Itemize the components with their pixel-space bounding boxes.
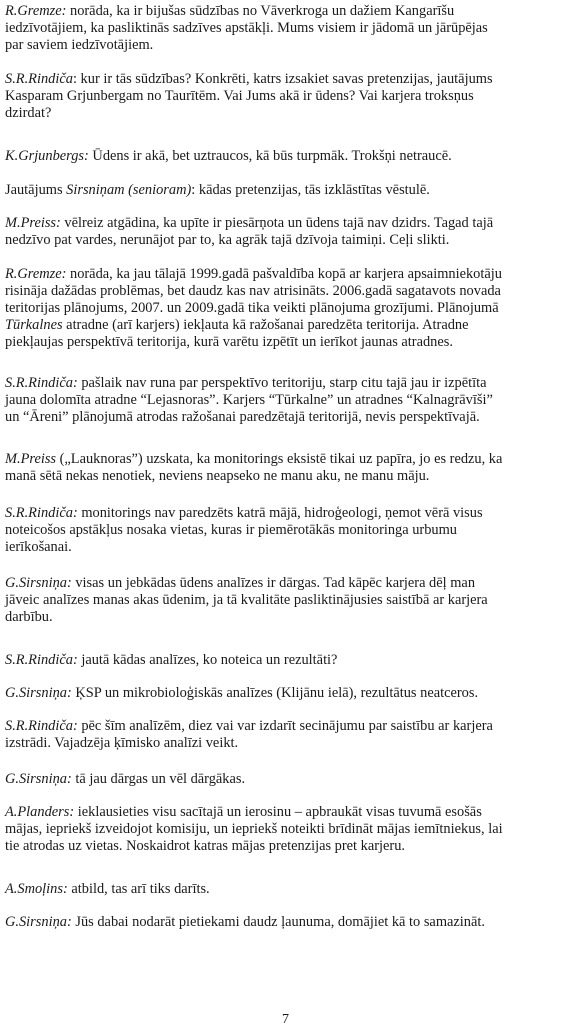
paragraph [5, 266, 574, 351]
paragraph [5, 451, 574, 485]
speaker-name: S.R.Rindiča [5, 71, 73, 87]
text-line [5, 522, 574, 539]
line-text: par saviem iedzīvotājiem. [5, 37, 154, 53]
text-line [5, 652, 574, 669]
text-line [5, 334, 574, 351]
page-number: 7 [282, 1012, 289, 1027]
speaker-name: M.Preiss: [5, 215, 61, 231]
text-line [5, 317, 574, 334]
paragraph [5, 652, 574, 669]
text-line [5, 468, 574, 485]
text-line [5, 838, 574, 855]
text-line [5, 20, 574, 37]
line-text: Jautājums Sirsniņam (senioram): kādas pretenzijas, tās izklāstītas vēstulē. [5, 182, 430, 198]
text-line [5, 881, 574, 898]
text-line [5, 409, 574, 426]
text-line [5, 375, 574, 392]
text-line [5, 71, 574, 88]
paragraph [5, 3, 574, 54]
line-text: dzirdat? [5, 105, 52, 121]
line-text: izstrādi. Vajadzēja ķīmisko analīzi veikt. [5, 735, 239, 751]
line-text: darbību. [5, 609, 53, 625]
line-text: ierīkošanai. [5, 539, 72, 555]
paragraph [5, 575, 574, 626]
paragraph [5, 71, 574, 122]
line-text: mājas, iepriekš izveidojot komisiju, un iepriekš noteikti brīdināt mājas iemītniekus, lai [5, 821, 503, 837]
speaker-name: R.Gremze: [5, 3, 67, 19]
speaker-name: G.Sirsniņa: [5, 771, 72, 787]
line-text: noteicošos apstākļus nosaka vietas, kuras ir piemērotākās monitoringa urbumu [5, 522, 458, 538]
line-text: vēlreiz atgādina, ka upīte ir piesārņota un ūdens tajā nav dzidrs. Tagad tajā [60, 215, 494, 231]
line-text: atbild, tas arī tiks darīts. [67, 881, 210, 897]
text-line [5, 718, 574, 735]
text-line [5, 804, 574, 821]
text-line [5, 3, 574, 20]
text-line [5, 505, 574, 522]
text-line [5, 771, 574, 788]
line-text: Tūrkalnes atradne (arī karjers) iekļauta kā ražošanai paredzēta teritorija. Atradne [5, 317, 469, 333]
text-line [5, 609, 574, 626]
text-line [5, 266, 574, 283]
paragraph [5, 718, 574, 752]
paragraph [5, 375, 574, 426]
line-text: monitorings nav paredzēts katrā mājā, hidroģeologi, ņemot vērā visus [77, 505, 483, 521]
text-line [5, 914, 574, 931]
line-text: pēc šīm analīzēm, diez vai var izdarīt secinājumu par saistību ar karjera [77, 718, 493, 734]
speaker-name: S.R.Rindiča: [5, 505, 78, 521]
line-text: nedzīvo pat vardes, nerunājot par to, ka agrāk tajā dzīvoja taimiņi. Ceļi slikti. [5, 232, 450, 248]
speaker-name: S.R.Rindiča: [5, 652, 78, 668]
paragraph [5, 148, 574, 165]
text-line [5, 37, 574, 54]
speaker-name: M.Preiss [5, 451, 57, 467]
text-line [5, 685, 574, 702]
speaker-name: R.Gremze: [5, 266, 67, 282]
line-text: piekļaujas perspektīvā teritorija, kurā varētu izpētīt un ierīkot jaunas atradnes. [5, 334, 453, 350]
line-text: Kasparam Grjunbergam no Taurītēm. Vai Jums akā ir ūdens? Vai karjera troksņus [5, 88, 474, 104]
paragraph [5, 685, 574, 702]
text-line [5, 735, 574, 752]
text-line [5, 451, 574, 468]
line-text: teritorijas plānojums, 2007. un 2009.gadā tika veikti plānojuma grozījumi. Plānojumā [5, 300, 499, 316]
line-text: tā jau dārgas un vēl dārgākas. [71, 771, 246, 787]
speaker-name: S.R.Rindiča: [5, 718, 78, 734]
text-line [5, 539, 574, 556]
text-line [5, 105, 574, 122]
text-line [5, 88, 574, 105]
line-text: („Lauknoras”) uzskata, ka monitorings eksistē tikai uz papīra, jo es redzu, ka [56, 451, 503, 467]
speaker-name: K.Grjunbergs: [5, 148, 89, 164]
line-text: iedzīvotājiem, ka pasliktinās sadzīves apstākļi. Mums visiem ir jādomā un jārūpējas [5, 20, 488, 36]
line-text: jauna dolomīta atradne “Lejasnoras”. Karjers “Tūrkalne” un atradnes “Kalnagrāvīši” [5, 392, 493, 408]
speaker-name: A.Planders: [5, 804, 75, 820]
line-text: visas un jebkādas ūdens analīzes ir dārgas. Tad kāpēc karjera dēļ man [71, 575, 476, 591]
line-text: : kur ir tās sūdzības? Konkrēti, katrs izsakiet savas pretenzijas, jautājums [72, 71, 493, 87]
speaker-name: A.Smoļins: [5, 881, 68, 897]
paragraph [5, 914, 574, 931]
text-line [5, 283, 574, 300]
paragraph [5, 804, 574, 855]
paragraph [5, 881, 574, 898]
speaker-name: G.Sirsniņa: [5, 685, 72, 701]
text-line [5, 592, 574, 609]
text-line [5, 182, 574, 199]
text-line [5, 821, 574, 838]
line-text: tie atrodas uz vietas. Noskaidrot katras mājas pretenzijas pret karjeru. [5, 838, 405, 854]
text-line [5, 300, 574, 317]
line-text: jautā kādas analīzes, ko noteica un rezultāti? [77, 652, 338, 668]
line-text: Jūs dabai nodarāt pietiekami daudz ļaunuma, domājiet kā to samazināt. [71, 914, 485, 930]
text-line [5, 392, 574, 409]
line-text: norāda, ka ir bijušas sūdzības no Vāverkroga un dažiem Kangarīšu [66, 3, 455, 19]
line-text: un “Āreni” plānojumā atrodas ražošanai paredzētajā teritorijā, nevis perspektīvajā. [5, 409, 480, 425]
line-text: Ūdens ir akā, bet uztraucos, kā būs turpmāk. Trokšņi netraucē. [88, 148, 452, 164]
speaker-name: G.Sirsniņa: [5, 914, 72, 930]
text-line [5, 232, 574, 249]
line-text: norāda, ka jau tālajā 1999.gadā pašvaldība kopā ar karjera apsaimniekotāju [66, 266, 502, 282]
line-text: ĶSP un mikrobioloģiskās analīzes (Klijānu ielā), rezultātus neatceros. [71, 685, 479, 701]
speaker-name: S.R.Rindiča: [5, 375, 78, 391]
line-text: manā sētā nekas nenotiek, neviens neapseko ne manu aku, ne manu māju. [5, 468, 430, 484]
paragraph [5, 771, 574, 788]
text-line [5, 215, 574, 232]
text-line [5, 575, 574, 592]
line-text: pašlaik nav runa par perspektīvo teritoriju, starp citu tajā jau ir izpētīta [77, 375, 487, 391]
paragraph [5, 182, 574, 199]
line-text: jāveic analīzes manas akas ūdenim, ja tā kvalitāte pasliktinājusies saistībā ar karjera [5, 592, 488, 608]
paragraph [5, 505, 574, 556]
line-text: risināja dažādas problēmas, bet daudz kas nav atrisināts. 2006.gadā sagatavots novada [5, 283, 501, 299]
line-text: ieklausieties visu sacītajā un ierosinu – apbraukāt visas tuvumā esošās [74, 804, 482, 820]
text-line [5, 148, 574, 165]
speaker-name: G.Sirsniņa: [5, 575, 72, 591]
paragraph [5, 215, 574, 249]
